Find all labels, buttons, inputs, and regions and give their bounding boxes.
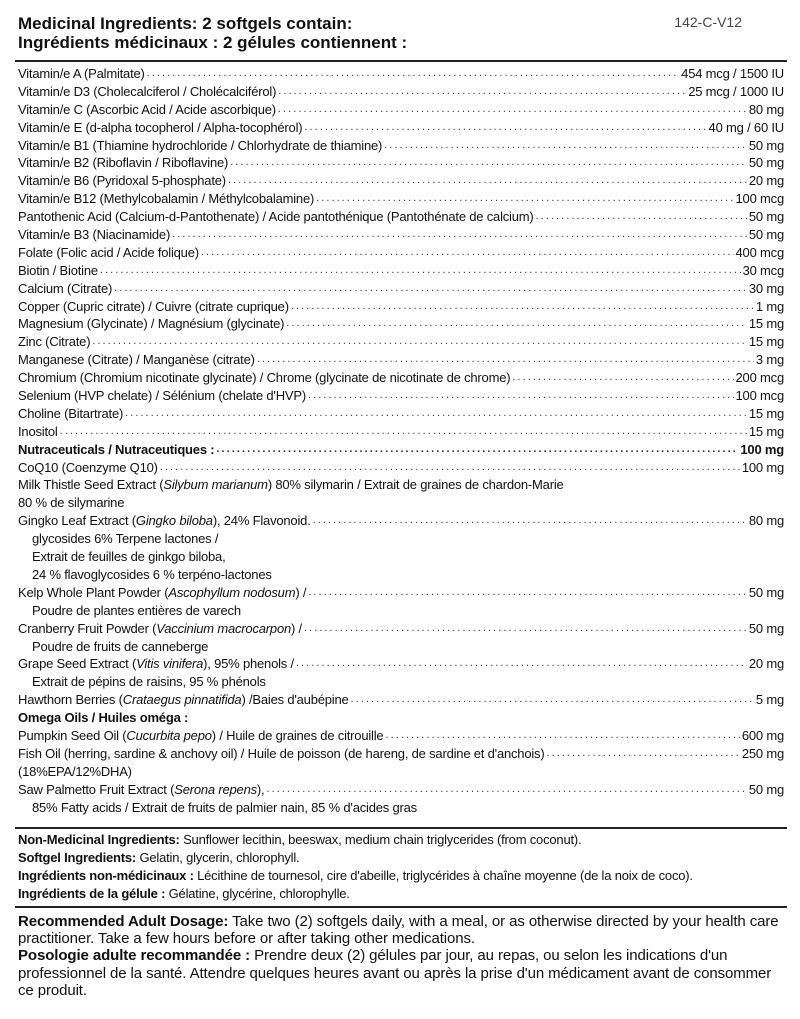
ingredient-label: Vitamin/e C (Ascorbic Acid / Acide ascorbique) <box>18 101 276 117</box>
label-header <box>18 14 788 52</box>
ingredient-amount: 50 mg <box>748 209 784 225</box>
ingredient-amount: 15 mg <box>748 423 784 439</box>
ingredient-label: Magnesium (Glycinate) / Magnésium (glycinate) <box>18 316 285 332</box>
ingredient-label: Vitamin/e B1 (Thiamine hydrochloride / Chlorhydrate de thiamine) <box>18 137 383 153</box>
ingredient-label: Vitamin/e A (Palmitate) <box>18 65 145 81</box>
ingredient-amount: 400 mcg <box>735 244 784 260</box>
ingredient-label: Biotin / Biotine <box>18 262 98 278</box>
ingredient-row-hawthorn: Hawthorn Berries (Crataegus pinnatifida) /Baies d'aubépine . . . 5 mg <box>18 691 784 709</box>
gingko-line-4: 24 % flavoglycosides 6 % terpéno-lactones <box>32 566 272 582</box>
ingredient-amount: 25 mcg / 1000 IU <box>688 83 784 99</box>
ingredient-label: Pantothenic Acid (Calcium-d-Pantothenate) / Acide pantothénique (Pantothénate de calcium) <box>18 209 534 225</box>
product-code: 142-C-V12 <box>674 14 742 30</box>
ingredient-label: Zinc (Citrate) <box>18 334 91 350</box>
ingredient-label: Folate (Folic acid / Acide folique) <box>18 244 199 260</box>
non-medicinal-en: Non-Medicinal Ingredients: Sunflower lecithin, beeswax, medium chain triglycerides (from coconut). <box>18 832 582 847</box>
kelp-line-2: Poudre de plantes entières de varech <box>32 602 241 618</box>
ingredient-label: Calcium (Citrate) <box>18 280 113 296</box>
ingredient-label: Vitamin/e B6 (Pyridoxal 5-phosphate) <box>18 173 226 189</box>
ingredient-row-coq10: CoQ10 (Coenzyme Q10) . . . 100 mg <box>18 459 784 477</box>
ingredient-label: Vitamin/e E (d-alpha tocopherol / Alpha-tocophérol) <box>18 119 303 135</box>
ingredient-label: Chromium (Chromium nicotinate glycinate) / Chrome (glycinate de nicotinate de chrome) <box>18 370 511 386</box>
ingredient-rows <box>18 65 784 816</box>
softgel-ingredients-fr: Ingrédients de la gélule : Gélatine, glycérine, chlorophylle. <box>18 885 350 901</box>
ingredient-label: Vitamin/e B2 (Riboflavin / Riboflavine) <box>18 155 229 171</box>
dosage-divider <box>15 906 787 908</box>
ingredient-label: Inositol <box>18 423 58 439</box>
ingredient-row-cranberry: Cranberry Fruit Powder (Vaccinium macrocarpon) / . . . 50 mg <box>18 620 784 638</box>
ingredient-label: Vitamin/e B3 (Niacinamide) <box>18 227 171 242</box>
ingredient-amount: 30 mg <box>748 280 784 296</box>
saw-palmetto-line-2: 85% Fatty acids / Extrait de fruits de palmier nain, 85 % d'acides gras <box>32 799 417 815</box>
ingredient-label: Vitamin/e D3 (Cholecalciferol / Cholécalciférol) <box>18 83 277 99</box>
ingredient-amount: 100 mcg <box>735 191 784 207</box>
ingredient-row-milk-thistle: Milk Thistle Seed Extract (Silybum marianum) 80% silymarin / Extrait de graines de chardon-Marie <box>18 477 564 493</box>
title-french: Ingrédients médicinaux : 2 gélules contiennent : <box>18 33 408 52</box>
ingredient-label: Choline (Bitartrate) <box>18 405 124 421</box>
ingredient-amount: 50 mg <box>748 155 784 171</box>
ingredient-amount: 100 mcg <box>735 388 784 404</box>
dosage-english: Recommended Adult Dosage: Take two (2) softgels daily, with a meal, or as otherwise directed by your health care practitioner. Take a few hours before or after taking other medications. <box>18 913 779 948</box>
ingredient-row-pumpkin: Pumpkin Seed Oil (Cucurbita pepo) / Huile de graines de citrouille . . . 600 mg <box>18 727 784 745</box>
ingredient-amount: 50 mg <box>748 137 784 153</box>
ingredient-amount: 15 mg <box>748 405 784 421</box>
ingredient-row-saw-palmetto: Saw Palmetto Fruit Extract (Serona repens), . . . 50 mg <box>18 781 784 799</box>
ingredient-row-grape-seed: Grape Seed Extract (Vitis vinifera), 95% phenols / . . . 20 mg <box>18 655 784 673</box>
ingredient-label: Copper (Cupric citrate) / Cuivre (citrate cuprique) <box>18 298 289 314</box>
ingredients-table <box>15 60 787 829</box>
ingredient-amount: 200 mcg <box>735 370 784 386</box>
ingredient-amount: 50 mg <box>748 227 784 242</box>
ingredient-row-gingko: Gingko Leaf Extract (Gingko biloba), 24% Flavonoid. . . . 80 mg <box>18 512 784 530</box>
ingredient-amount: 40 mg / 60 IU <box>708 119 784 135</box>
ingredient-amount: 30 mcg <box>742 262 784 278</box>
gingko-line-3: Extrait de feuilles de ginkgo biloba, <box>32 549 226 565</box>
ingredient-amount: 15 mg <box>748 334 784 350</box>
ingredient-row-milk-thistle-fr: 80 % de silymarine <box>18 495 125 511</box>
omega-heading: Omega Oils / Huiles oméga : <box>18 710 189 726</box>
ingredient-amount: 80 mg <box>748 101 784 117</box>
dosage-french: Posologie adulte recommandée : Prendre deux (2) gélules par jour, au repas, ou selon les indications d'un professionnel de la santé. Attendre quelques heures avant ou après la prise d'un médicament avant de consommer ce produit. <box>18 947 772 999</box>
ingredient-amount: 20 mg <box>748 173 784 189</box>
fish-oil-line-2: (18%EPA/12%DHA) <box>18 763 132 779</box>
nutraceuticals-heading: Nutraceuticals / Nutraceutiques : . . . 100 mg <box>18 441 784 459</box>
softgel-ingredients-en: Softgel Ingredients: Gelatin, glycerin, chlorophyll. <box>18 849 300 865</box>
non-medicinal-ingredients <box>18 831 788 903</box>
gingko-line-2: glycosides 6% Terpene lactones / <box>32 531 219 547</box>
ingredient-label: Vitamin/e B12 (Methylcobalamin / Méthylcobalamine) <box>18 191 315 207</box>
ingredient-amount: 454 mcg / 1500 IU <box>681 65 784 81</box>
ingredient-label: Selenium (HVP chelate) / Sélénium (chelate d'HVP) <box>18 388 306 404</box>
non-medicinal-fr: Ingrédients non-médicinaux : Lécithine de tournesol, cire d'abeille, triglycérides à chaîne moyenne (de la noix de coco). <box>18 867 693 883</box>
dosage-section <box>18 913 788 999</box>
ingredient-row-fish-oil: Fish Oil (herring, sardine & anchovy oil) / Huile de poisson (de hareng, de sardine et d'anchois) . . . 250 mg <box>18 745 784 763</box>
title-english: Medicinal Ingredients: 2 softgels contain: <box>18 14 353 33</box>
ingredient-row-kelp: Kelp Whole Plant Powder (Ascophyllum nodosum) / . . . 50 mg <box>18 584 784 602</box>
grape-line-2: Extrait de pépins de raisins, 95 % phénols <box>32 674 266 690</box>
cranberry-line-2: Poudre de fruits de canneberge <box>32 638 209 654</box>
vitamin-mineral-list <box>18 65 784 441</box>
ingredient-label: Manganese (Citrate) / Manganèse (citrate) <box>18 352 255 368</box>
ingredient-amount: 3 mg <box>755 352 784 368</box>
ingredient-amount: 15 mg <box>748 316 784 332</box>
ingredient-amount: 1 mg <box>755 298 784 314</box>
